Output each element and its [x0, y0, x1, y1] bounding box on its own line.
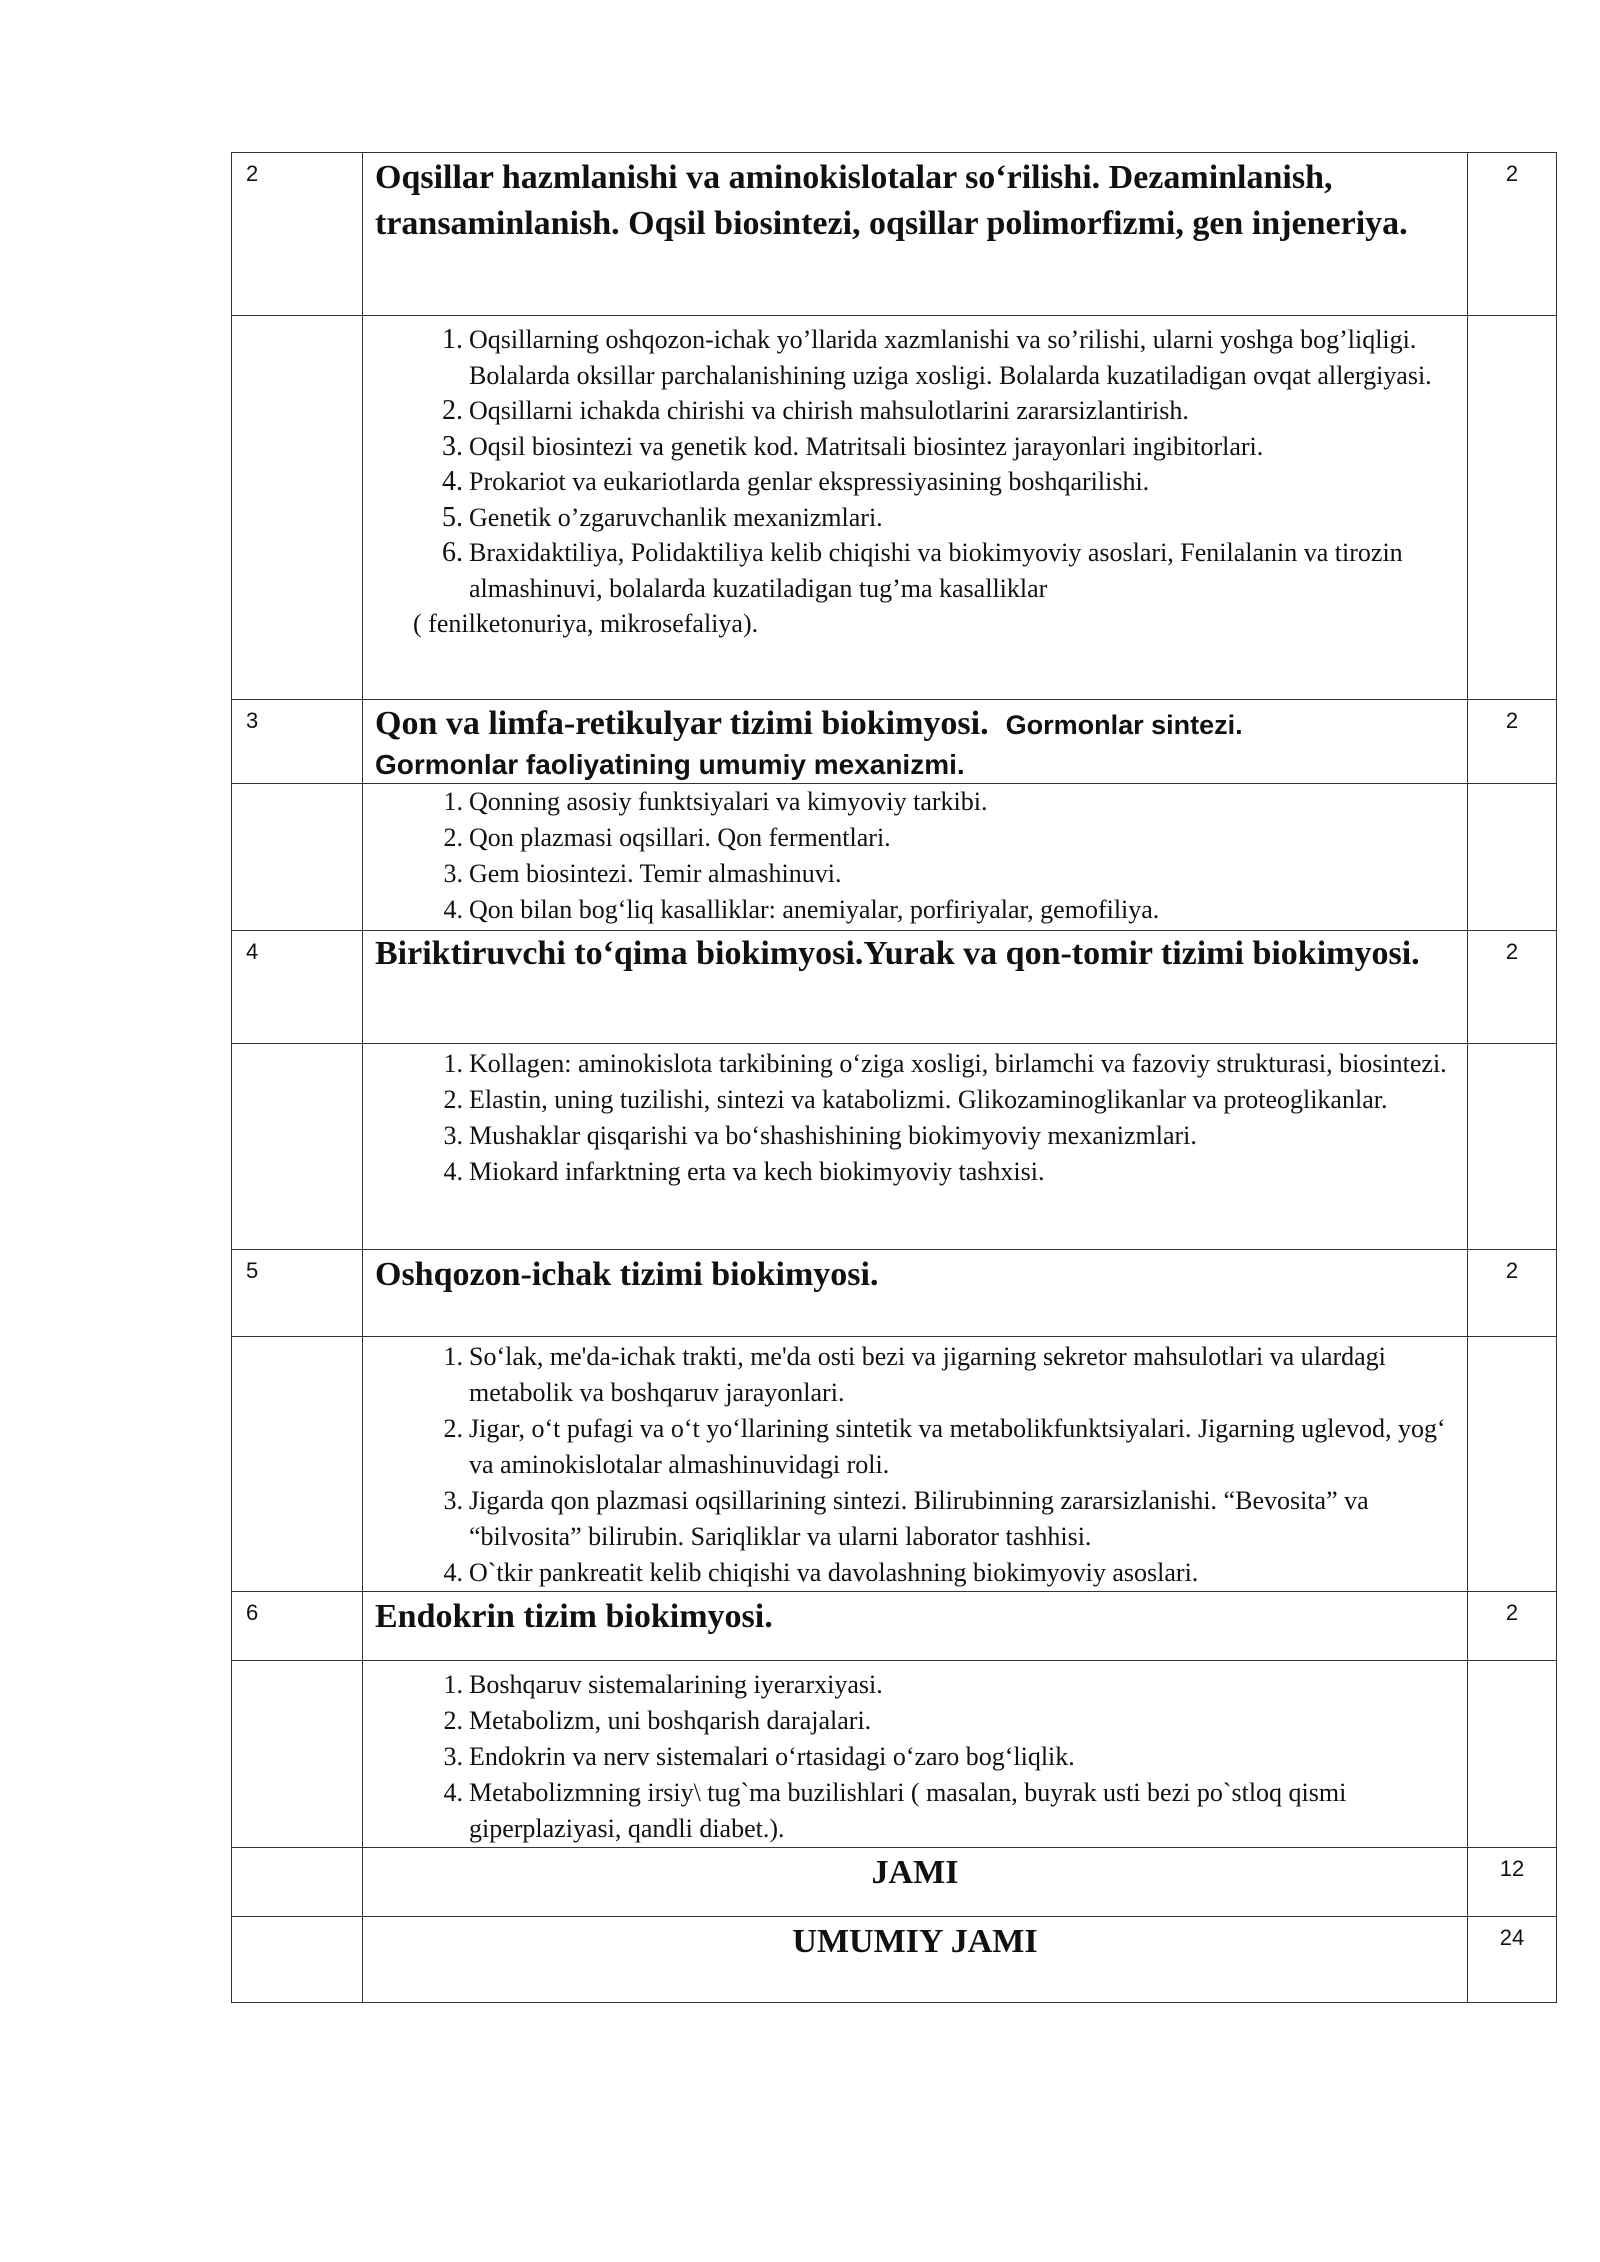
topic-hours: 2 — [1468, 1250, 1557, 1337]
topic-number: 6 — [232, 1592, 363, 1661]
grand-total-row — [232, 1917, 1557, 2003]
list-item: 2. Qon plazmasi oqsillari. Qon fermentlari. — [443, 823, 891, 852]
list-item: 2. Elastin, uning tuzilishi, sintezi va katabolizmi. Glikozaminoglikanlar va proteoglikanlar. — [443, 1085, 1388, 1114]
list-item: 3. Mushaklar qisqarishi va bo‘shashishining biokimyoviy mexanizmlari. — [443, 1121, 1197, 1150]
topic-row-4-header — [232, 931, 1557, 1044]
list-item: 2. Oqsillarni ichakda chirishi va chirish mahsulotlarini zararsizlantirish. — [442, 395, 1189, 426]
topic-title: Oshqozon-ichak tizimi biokimyosi. — [375, 1256, 879, 1293]
curriculum-table — [231, 152, 1557, 2003]
topic-hours: 2 — [1468, 1592, 1557, 1661]
topic-hours: 2 — [1468, 931, 1557, 1044]
topic-item-list — [373, 1044, 1457, 1190]
list-item: 4. O`tkir pankreatit kelib chiqishi va davolashning biokimyoviy asoslari. — [443, 1558, 1199, 1587]
list-item: 3. Oqsil biosintezi va genetik kod. Matritsali biosintez jarayonlari ingibitorlari. — [442, 430, 1264, 462]
topic-row-3-header — [232, 700, 1557, 784]
topic-item-list — [373, 1661, 1457, 1847]
list-item: 1. So‘lak, me'da-ichak trakti, me'da osti bezi va jigarning sekretor mahsulotlari va ulardagi metabolik va boshqaruv jarayonlari. — [443, 1342, 1386, 1407]
total-row — [232, 1848, 1557, 1917]
list-item: 4. Qon bilan bog‘liq kasalliklar: anemiyalar, porfiriyalar, gemofiliya. — [443, 895, 1160, 924]
list-item: 3. Gem biosintezi. Temir almashinuvi. — [443, 859, 842, 888]
topic-title: Endokrin tizim biokimyosi. — [375, 1598, 773, 1635]
list-item: 4. Miokard infarktning erta va kech biokimyoviy tashxisi. — [443, 1157, 1045, 1186]
list-item: 6. Braxidaktiliya, Polidaktiliya kelib chiqishi va biokimyoviy asoslari, Fenilalanin va tirozin almashinuvi, bolalarda kuzatiladigan tug’ma kasalliklar — [442, 537, 1403, 603]
list-item: 3. Endokrin va nerv sistemalari o‘rtasidagi o‘zaro bog‘liqlik. — [443, 1742, 1075, 1771]
topic-row-6-header — [232, 1592, 1557, 1661]
topic-number: 5 — [232, 1250, 363, 1337]
topic-row-2-header — [232, 153, 1557, 316]
list-item: 5. Genetik o’zgaruvchanlik mexanizmlari. — [442, 501, 883, 533]
topic-row-6-items — [232, 1661, 1557, 1848]
grand-total-label: UMUMIY JAMI — [792, 1923, 1038, 1960]
topic-title: Oqsillar hazmlanishi va aminokislotalar so‘rilishi. Dezaminlanish, transaminlanish. Oqsil biosintezi, oqsillar polimorfizmi, gen injeneriya. — [375, 159, 1408, 242]
topic-number: 3 — [232, 700, 363, 784]
topic-item-list — [373, 1337, 1457, 1591]
total-value: 12 — [1468, 1848, 1557, 1917]
list-item: 3. Jigarda qon plazmasi oqsillarining sintezi. Bilirubinning zararsizlanishi. “Bevosita” va “bilvosita” bilirubin. Sariqliklar va ularni laborator tashhisi. — [443, 1486, 1369, 1551]
topic-title: Biriktiruvchi to‘qima biokimyosi.Yurak va qon-tomir tizimi biokimyosi. — [375, 935, 1420, 972]
list-item: 1. Boshqaruv sistemalarining iyerarxiyasi. — [443, 1670, 883, 1699]
topic-row-3-items — [232, 784, 1557, 931]
list-item: 4. Prokariot va eukariotlarda genlar ekspressiyasining boshqarilishi. — [442, 466, 1150, 497]
topic-row-4-items — [232, 1044, 1557, 1250]
topic-hours: 2 — [1468, 153, 1557, 316]
list-item: 1. Kollagen: aminokislota tarkibining o‘ziga xosligi, birlamchi va fazoviy strukturasi, biosintezi. — [443, 1049, 1447, 1078]
topic-hours: 2 — [1468, 700, 1557, 784]
list-item: 4. Metabolizmning irsiy\ tug`ma buzilishlari ( masalan, buyrak usti bezi po`stloq qismi giperplaziyasi, qandli diabet.). — [443, 1778, 1347, 1843]
topic-row-5-items — [232, 1337, 1557, 1592]
topic-title-extra: Gormonlar sintezi. — [1005, 710, 1243, 740]
topic-item-list — [373, 784, 1457, 928]
topic-number: 2 — [232, 153, 363, 316]
topic-title-second-line: Gormonlar faoliyatining umumiy mexanizmi. — [375, 749, 965, 780]
topic-item-list — [373, 316, 1457, 606]
list-item: 2. Jigar, o‘t pufagi va o‘t yo‘llarining sintetik va metabolikfunktsiyalari. Jigarning uglevod, yog‘ va aminokislotalar almashinuvidagi roli. — [443, 1414, 1446, 1479]
list-item: 1. Qonning asosiy funktsiyalari va kimyoviy tarkibi. — [443, 787, 988, 816]
list-item-continuation: ( fenilketonuriya, mikrosefaliya). — [413, 609, 759, 638]
topic-number: 4 — [232, 931, 363, 1044]
grand-total-value: 24 — [1468, 1917, 1557, 2003]
topic-title: Qon va limfa-retikulyar tizimi biokimyosi. — [375, 705, 989, 742]
list-item: 2. Metabolizm, uni boshqarish darajalari. — [443, 1706, 872, 1735]
list-item: 1. Oqsillarning oshqozon-ichak yo’llarida xazmlanishi va so’rilishi, ularni yoshga bog’liqligi. Bolalarda oksillar parchalanishining uziga xosligi. Bolalarda kuzatiladigan ovqat allergiyasi. — [442, 324, 1432, 390]
total-label: JAMI — [871, 1854, 959, 1891]
topic-row-5-header — [232, 1250, 1557, 1337]
topic-row-2-items — [232, 316, 1557, 700]
